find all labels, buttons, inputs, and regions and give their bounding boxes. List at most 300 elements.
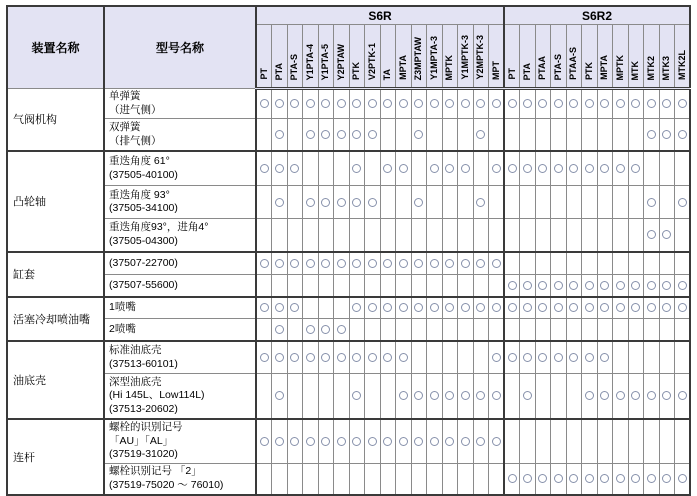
applicable-mark-icon <box>306 353 315 362</box>
column-header-z3mptaw <box>411 25 427 89</box>
compat-cell <box>272 219 288 252</box>
compat-cell <box>287 252 303 275</box>
compat-cell <box>272 297 288 319</box>
compat-cell <box>582 419 598 464</box>
compat-cell <box>504 297 520 319</box>
device-group-cell: 气阀机构 <box>7 89 104 151</box>
compat-cell <box>582 275 598 297</box>
compat-cell <box>365 252 381 275</box>
compat-cell <box>442 219 458 252</box>
model-row <box>7 252 690 275</box>
compat-cell <box>473 151 489 186</box>
compat-cell <box>442 151 458 186</box>
applicable-mark-icon <box>616 99 625 108</box>
model-row <box>7 464 690 495</box>
applicable-mark-icon <box>260 437 269 446</box>
compat-cell <box>334 119 350 151</box>
applicable-mark-icon <box>678 198 687 207</box>
applicable-mark-icon <box>662 130 671 139</box>
column-header-label: PTK <box>351 62 362 80</box>
compat-cell <box>272 252 288 275</box>
applicable-mark-icon <box>508 303 517 312</box>
compat-cell <box>365 219 381 252</box>
column-header-y1mptk-3 <box>458 25 474 89</box>
compat-cell <box>675 297 691 319</box>
applicable-mark-icon <box>647 474 656 483</box>
applicable-mark-icon <box>321 198 330 207</box>
compat-cell <box>566 252 582 275</box>
compat-cell <box>535 464 551 495</box>
compat-cell <box>256 89 272 119</box>
compat-cell <box>628 186 644 219</box>
applicable-mark-icon <box>585 303 594 312</box>
compat-cell <box>287 186 303 219</box>
compat-cell <box>458 219 474 252</box>
column-header-ptaa-s <box>566 25 582 89</box>
applicable-mark-icon <box>399 303 408 312</box>
compat-cell <box>365 464 381 495</box>
compat-cell <box>427 464 443 495</box>
compat-cell <box>427 119 443 151</box>
compat-cell <box>504 186 520 219</box>
compat-cell <box>675 319 691 341</box>
compat-cell <box>535 151 551 186</box>
applicable-mark-icon <box>445 303 454 312</box>
compat-cell <box>458 186 474 219</box>
applicable-mark-icon <box>275 130 284 139</box>
applicable-mark-icon <box>523 281 532 290</box>
applicable-mark-icon <box>554 353 563 362</box>
compat-cell <box>628 252 644 275</box>
column-header-ptaa <box>535 25 551 89</box>
applicable-mark-icon <box>569 99 578 108</box>
applicable-mark-icon <box>445 437 454 446</box>
compat-cell <box>644 219 660 252</box>
column-header-label: MPTA <box>397 55 408 80</box>
compat-cell <box>272 151 288 186</box>
compat-cell <box>396 186 412 219</box>
applicable-mark-icon <box>631 303 640 312</box>
compat-cell <box>566 186 582 219</box>
column-header-label: MPTA <box>599 55 610 80</box>
model-row <box>7 89 690 119</box>
applicable-mark-icon <box>585 474 594 483</box>
applicable-mark-icon <box>585 99 594 108</box>
compat-cell <box>380 252 396 275</box>
model-name-cell: 重迭角度 93° (37505-34100) <box>104 186 256 219</box>
compat-cell <box>489 89 505 119</box>
applicable-mark-icon <box>445 259 454 268</box>
column-header-label: PTA <box>273 62 284 80</box>
applicable-mark-icon <box>523 303 532 312</box>
applicable-mark-icon <box>569 474 578 483</box>
column-header-label: Y1MPTK-3 <box>459 35 470 80</box>
compat-cell <box>256 119 272 151</box>
compat-cell <box>272 319 288 341</box>
model-name-cell: 双弹簧 （排气侧） <box>104 119 256 151</box>
model-row <box>7 374 690 419</box>
applicable-mark-icon <box>461 99 470 108</box>
column-header-mpta <box>396 25 412 89</box>
compat-cell <box>551 297 567 319</box>
compat-cell <box>473 319 489 341</box>
compat-cell <box>597 341 613 374</box>
applicable-mark-icon <box>476 130 485 139</box>
compat-cell <box>380 151 396 186</box>
compat-cell <box>411 297 427 319</box>
compat-cell <box>597 374 613 419</box>
applicable-mark-icon <box>538 474 547 483</box>
applicable-mark-icon <box>647 391 656 400</box>
compat-cell <box>442 89 458 119</box>
compat-cell <box>520 419 536 464</box>
compat-cell <box>597 419 613 464</box>
compat-cell <box>349 119 365 151</box>
compat-cell <box>473 374 489 419</box>
compat-cell <box>520 319 536 341</box>
compat-cell <box>551 89 567 119</box>
compat-cell <box>287 374 303 419</box>
compat-cell <box>659 319 675 341</box>
applicable-mark-icon <box>383 353 392 362</box>
compat-cell <box>566 219 582 252</box>
compat-cell <box>318 374 334 419</box>
applicable-mark-icon <box>569 164 578 173</box>
compat-cell <box>489 297 505 319</box>
compat-cell <box>272 275 288 297</box>
applicable-mark-icon <box>337 130 346 139</box>
model-name-cell: 1喷嘴 <box>104 297 256 319</box>
compat-cell <box>256 186 272 219</box>
compat-cell <box>551 374 567 419</box>
compat-cell <box>520 275 536 297</box>
compat-cell <box>520 151 536 186</box>
applicable-mark-icon <box>616 391 625 400</box>
compat-cell <box>349 374 365 419</box>
model-name-cell: 标准油底壳 (37513-60101) <box>104 341 256 374</box>
applicable-mark-icon <box>260 99 269 108</box>
compat-cell <box>256 319 272 341</box>
compat-cell <box>644 252 660 275</box>
model-row <box>7 275 690 297</box>
model-row <box>7 297 690 319</box>
compat-cell <box>566 151 582 186</box>
applicable-mark-icon <box>616 474 625 483</box>
compat-cell <box>256 419 272 464</box>
compat-cell <box>473 186 489 219</box>
compat-cell <box>349 151 365 186</box>
compat-cell <box>489 219 505 252</box>
applicable-mark-icon <box>414 437 423 446</box>
applicable-mark-icon <box>399 437 408 446</box>
compat-cell <box>458 341 474 374</box>
applicable-mark-icon <box>600 164 609 173</box>
compat-cell <box>675 151 691 186</box>
compat-cell <box>597 252 613 275</box>
compat-cell <box>644 419 660 464</box>
compat-cell <box>504 419 520 464</box>
compat-cell <box>365 89 381 119</box>
compat-cell <box>675 89 691 119</box>
compat-cell <box>551 219 567 252</box>
applicable-mark-icon <box>662 99 671 108</box>
applicable-mark-icon <box>321 325 330 334</box>
compat-cell <box>644 341 660 374</box>
compat-cell <box>659 186 675 219</box>
applicable-mark-icon <box>492 391 501 400</box>
compat-cell <box>566 419 582 464</box>
compat-cell <box>489 319 505 341</box>
applicable-mark-icon <box>306 99 315 108</box>
compat-cell <box>613 464 629 495</box>
applicable-mark-icon <box>538 164 547 173</box>
applicable-mark-icon <box>275 437 284 446</box>
compat-cell <box>535 374 551 419</box>
compat-cell <box>582 252 598 275</box>
compat-cell <box>303 297 319 319</box>
applicable-mark-icon <box>585 391 594 400</box>
applicable-mark-icon <box>414 391 423 400</box>
column-header-pta <box>272 25 288 89</box>
compat-cell <box>318 464 334 495</box>
compat-cell <box>334 297 350 319</box>
compat-cell <box>334 319 350 341</box>
column-header-y2mptk-3 <box>473 25 489 89</box>
applicable-mark-icon <box>290 437 299 446</box>
applicable-mark-icon <box>538 99 547 108</box>
compat-cell <box>380 319 396 341</box>
applicable-mark-icon <box>678 391 687 400</box>
applicable-mark-icon <box>492 353 501 362</box>
applicable-mark-icon <box>631 281 640 290</box>
compat-cell <box>628 219 644 252</box>
applicable-mark-icon <box>337 353 346 362</box>
compat-cell <box>566 464 582 495</box>
compat-cell <box>473 419 489 464</box>
compat-cell <box>318 252 334 275</box>
applicable-mark-icon <box>414 198 423 207</box>
applicable-mark-icon <box>275 99 284 108</box>
compat-cell <box>597 464 613 495</box>
applicable-mark-icon <box>275 391 284 400</box>
applicable-mark-icon <box>569 303 578 312</box>
compat-cell <box>380 297 396 319</box>
compat-cell <box>365 374 381 419</box>
compat-cell <box>303 419 319 464</box>
compat-cell <box>256 341 272 374</box>
compat-cell <box>396 219 412 252</box>
applicable-mark-icon <box>523 353 532 362</box>
applicable-mark-icon <box>508 281 517 290</box>
compat-cell <box>489 275 505 297</box>
compat-cell <box>675 186 691 219</box>
applicable-mark-icon <box>523 164 532 173</box>
column-header-label: PT <box>258 68 269 80</box>
applicable-mark-icon <box>647 99 656 108</box>
column-header-label: TA <box>382 68 393 80</box>
column-header-label: MPT <box>490 61 501 80</box>
compat-cell <box>287 119 303 151</box>
applicable-mark-icon <box>569 281 578 290</box>
column-header-label: Y1MPTA-3 <box>428 36 439 80</box>
compat-cell <box>380 219 396 252</box>
column-header-v2ptk-1 <box>365 25 381 89</box>
applicable-mark-icon <box>275 325 284 334</box>
device-name-header: 装置名称 <box>7 6 104 89</box>
compat-cell <box>566 374 582 419</box>
column-header-y2ptaw <box>334 25 350 89</box>
compat-cell <box>318 186 334 219</box>
compat-cell <box>287 89 303 119</box>
applicable-mark-icon <box>461 437 470 446</box>
compat-cell <box>411 464 427 495</box>
model-name-cell: 螺栓识别记号 「2」 (37519-75020 ～ 76010) <box>104 464 256 495</box>
applicable-mark-icon <box>616 164 625 173</box>
compat-cell <box>396 419 412 464</box>
compat-cell <box>504 252 520 275</box>
compat-cell <box>520 89 536 119</box>
applicable-mark-icon <box>430 303 439 312</box>
compat-cell <box>489 419 505 464</box>
applicable-mark-icon <box>554 303 563 312</box>
applicable-mark-icon <box>399 391 408 400</box>
compat-cell <box>520 186 536 219</box>
column-header-label: PTAA <box>537 56 548 80</box>
applicable-mark-icon <box>600 474 609 483</box>
column-header-mtk2l <box>675 25 691 89</box>
compat-cell <box>582 319 598 341</box>
compat-cell <box>566 275 582 297</box>
applicable-mark-icon <box>523 391 532 400</box>
compat-cell <box>318 275 334 297</box>
compat-cell <box>303 341 319 374</box>
column-header-label: PTAA-S <box>568 47 579 80</box>
compat-cell <box>427 419 443 464</box>
column-header-mptk <box>613 25 629 89</box>
compat-cell <box>675 119 691 151</box>
compat-cell <box>303 252 319 275</box>
applicable-mark-icon <box>352 164 361 173</box>
compat-cell <box>535 119 551 151</box>
applicable-mark-icon <box>461 259 470 268</box>
applicable-mark-icon <box>352 303 361 312</box>
applicable-mark-icon <box>352 391 361 400</box>
applicable-mark-icon <box>461 391 470 400</box>
applicable-mark-icon <box>476 303 485 312</box>
compat-cell <box>442 319 458 341</box>
model-row <box>7 219 690 252</box>
applicable-mark-icon <box>631 474 640 483</box>
model-name-cell: 单弹簧 （进气侧） <box>104 89 256 119</box>
column-header-y1pta-4 <box>303 25 319 89</box>
compat-cell <box>551 119 567 151</box>
applicable-mark-icon <box>476 437 485 446</box>
compat-cell <box>380 186 396 219</box>
compat-cell <box>411 319 427 341</box>
applicable-mark-icon <box>383 437 392 446</box>
compat-cell <box>442 119 458 151</box>
applicable-mark-icon <box>569 353 578 362</box>
applicable-mark-icon <box>275 198 284 207</box>
compat-cell <box>334 341 350 374</box>
applicable-mark-icon <box>430 259 439 268</box>
column-header-mptk <box>442 25 458 89</box>
compat-cell <box>442 374 458 419</box>
model-name-cell: (37507-22700) <box>104 252 256 275</box>
compat-cell <box>396 297 412 319</box>
model-name-cell: 2喷嘴 <box>104 319 256 341</box>
compat-cell <box>256 374 272 419</box>
applicable-mark-icon <box>290 164 299 173</box>
applicable-mark-icon <box>337 325 346 334</box>
model-name-cell: (37507-55600) <box>104 275 256 297</box>
applicable-mark-icon <box>554 99 563 108</box>
compat-cell <box>458 374 474 419</box>
compat-cell <box>535 419 551 464</box>
applicable-mark-icon <box>306 325 315 334</box>
column-header-label: PT <box>506 68 517 80</box>
applicable-mark-icon <box>585 281 594 290</box>
compat-cell <box>489 119 505 151</box>
compat-cell <box>644 297 660 319</box>
applicable-mark-icon <box>585 164 594 173</box>
compat-cell <box>287 151 303 186</box>
compat-cell <box>256 464 272 495</box>
applicable-mark-icon <box>368 353 377 362</box>
compat-cell <box>396 374 412 419</box>
compat-cell <box>473 464 489 495</box>
applicable-mark-icon <box>585 353 594 362</box>
compat-cell <box>411 151 427 186</box>
compat-cell <box>411 186 427 219</box>
compat-cell <box>613 374 629 419</box>
compat-cell <box>473 119 489 151</box>
column-header-label: Y2PTAW <box>335 43 346 80</box>
applicable-mark-icon <box>461 303 470 312</box>
applicable-mark-icon <box>260 164 269 173</box>
compat-cell <box>659 297 675 319</box>
compat-cell <box>272 374 288 419</box>
applicable-mark-icon <box>631 164 640 173</box>
compat-cell <box>504 374 520 419</box>
compat-cell <box>473 297 489 319</box>
model-row <box>7 341 690 374</box>
compat-cell <box>427 341 443 374</box>
compat-cell <box>380 374 396 419</box>
column-header-label: MTK2L <box>676 50 687 80</box>
compat-cell <box>675 252 691 275</box>
column-header-mpta <box>597 25 613 89</box>
compat-cell <box>256 151 272 186</box>
column-header-pta-s <box>551 25 567 89</box>
compat-cell <box>380 419 396 464</box>
compat-cell <box>303 374 319 419</box>
compat-cell <box>613 341 629 374</box>
compat-cell <box>582 341 598 374</box>
compat-cell <box>613 319 629 341</box>
compat-cell <box>349 275 365 297</box>
applicable-mark-icon <box>476 198 485 207</box>
compat-cell <box>349 89 365 119</box>
applicable-mark-icon <box>445 391 454 400</box>
compat-cell <box>442 252 458 275</box>
compat-cell <box>442 186 458 219</box>
compat-cell <box>427 89 443 119</box>
applicable-mark-icon <box>647 281 656 290</box>
applicable-mark-icon <box>678 303 687 312</box>
applicable-mark-icon <box>647 230 656 239</box>
compat-cell <box>675 341 691 374</box>
